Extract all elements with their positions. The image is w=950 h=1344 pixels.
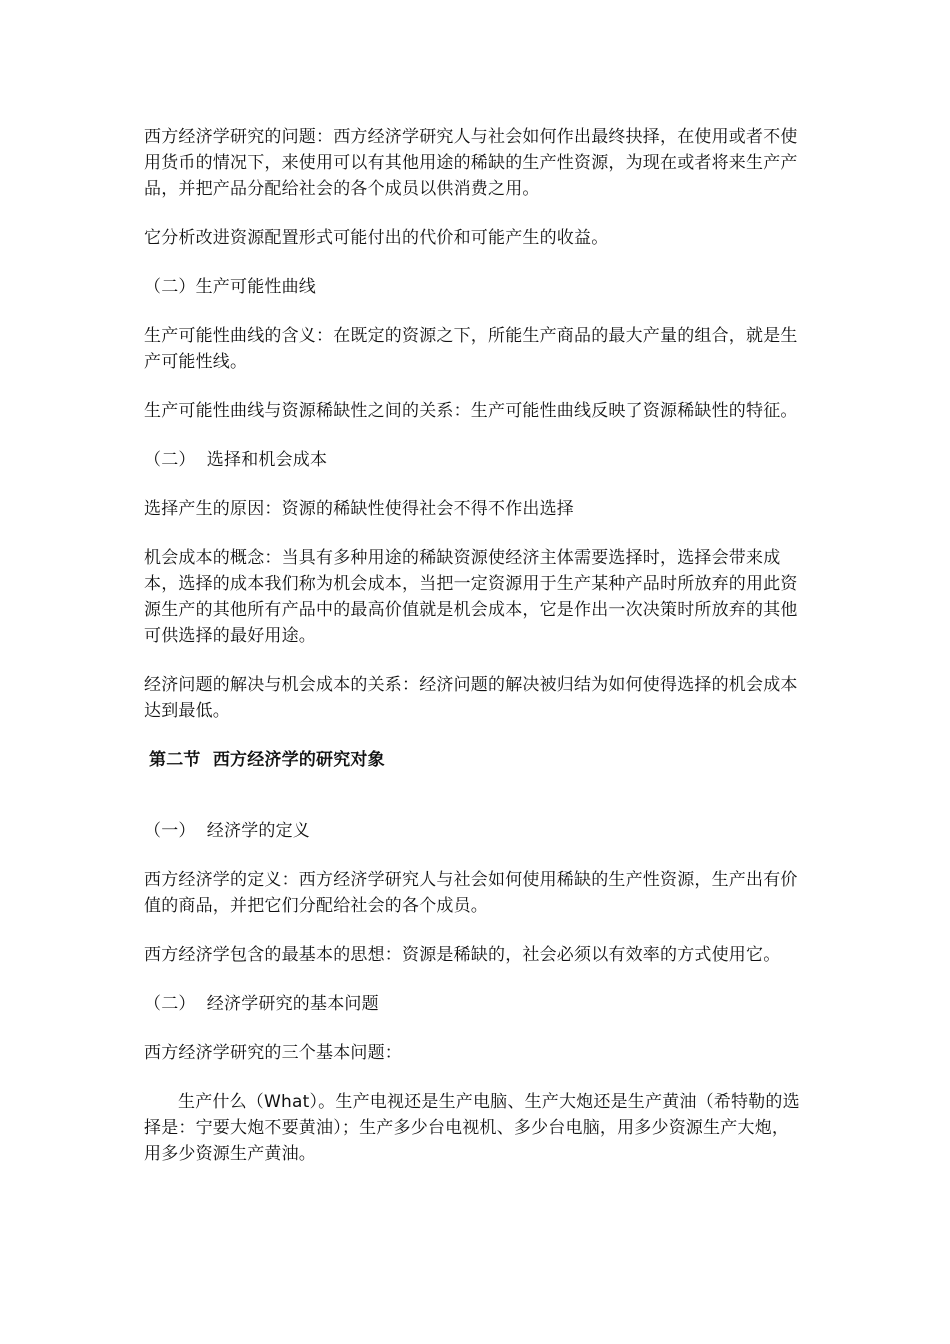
subheading-ppf: （二）生产可能性曲线 <box>144 277 316 297</box>
subheading-choice-opportunity-cost: （二） 选择和机会成本 <box>144 450 328 470</box>
paragraph-opportunity-cost-concept: 机会成本的概念：当具有多种用途的稀缺资源使经济主体需要选择时，选择会带来成本，选择的成本我们称为机会成本，当把一定资源用于生产某种产品时所放弃的用此资源生产的其他所有产品中的最高价值就是机会成本，它是作出一次决策时所放弃的其他可供选择的最好用途。 <box>144 548 798 646</box>
paragraph-resource-allocation: 它分析改进资源配置形式可能付出的代价和可能产生的收益。 <box>144 228 609 248</box>
paragraph-ppf-definition: 生产可能性曲线的含义：在既定的资源之下，所能生产商品的最大产量的组合，就是生产可能性线。 <box>144 326 798 372</box>
paragraph-research-question: 西方经济学研究的问题：西方经济学研究人与社会如何作出最终抉择，在使用或者不使用货币的情况下，来使用可以有其他用途的稀缺的生产性资源，为现在或者将来生产产品，并把产品分配给社会的各个成员以供消费之用。 <box>144 127 798 199</box>
paragraph-three-problems: 西方经济学研究的三个基本问题： <box>144 1043 402 1063</box>
section-heading: 第二节 西方经济学的研究对象 <box>149 750 385 770</box>
subheading-economics-definition: （一） 经济学的定义 <box>144 821 311 841</box>
paragraph-what-to-produce: 生产什么（What）。生产电视还是生产电脑、生产大炮还是生产黄油（希特勒的选择是：宁要大炮不要黄油）；生产多少台电视机、多少台电脑，用多少资源生产大炮，用多少资源生产黄油。 <box>144 1092 800 1164</box>
paragraph-choice-cause: 选择产生的原因：资源的稀缺性使得社会不得不作出选择 <box>144 499 574 519</box>
subheading-basic-problems: （二） 经济学研究的基本问题 <box>144 994 379 1014</box>
paragraph-economics-definition: 西方经济学的定义：西方经济学研究人与社会如何使用稀缺的生产性资源，生产出有价值的商品，并把它们分配给社会的各个成员。 <box>144 870 798 916</box>
paragraph-basic-idea: 西方经济学包含的最基本的思想：资源是稀缺的，社会必须以有效率的方式使用它。 <box>144 945 781 965</box>
paragraph-ppf-scarcity: 生产可能性曲线与资源稀缺性之间的关系：生产可能性曲线反映了资源稀缺性的特征。 <box>144 401 798 421</box>
document-body <box>144 124 804 1167</box>
paragraph-opportunity-cost-relation: 经济问题的解决与机会成本的关系：经济问题的解决被归结为如何使得选择的机会成本达到最低。 <box>144 675 798 721</box>
